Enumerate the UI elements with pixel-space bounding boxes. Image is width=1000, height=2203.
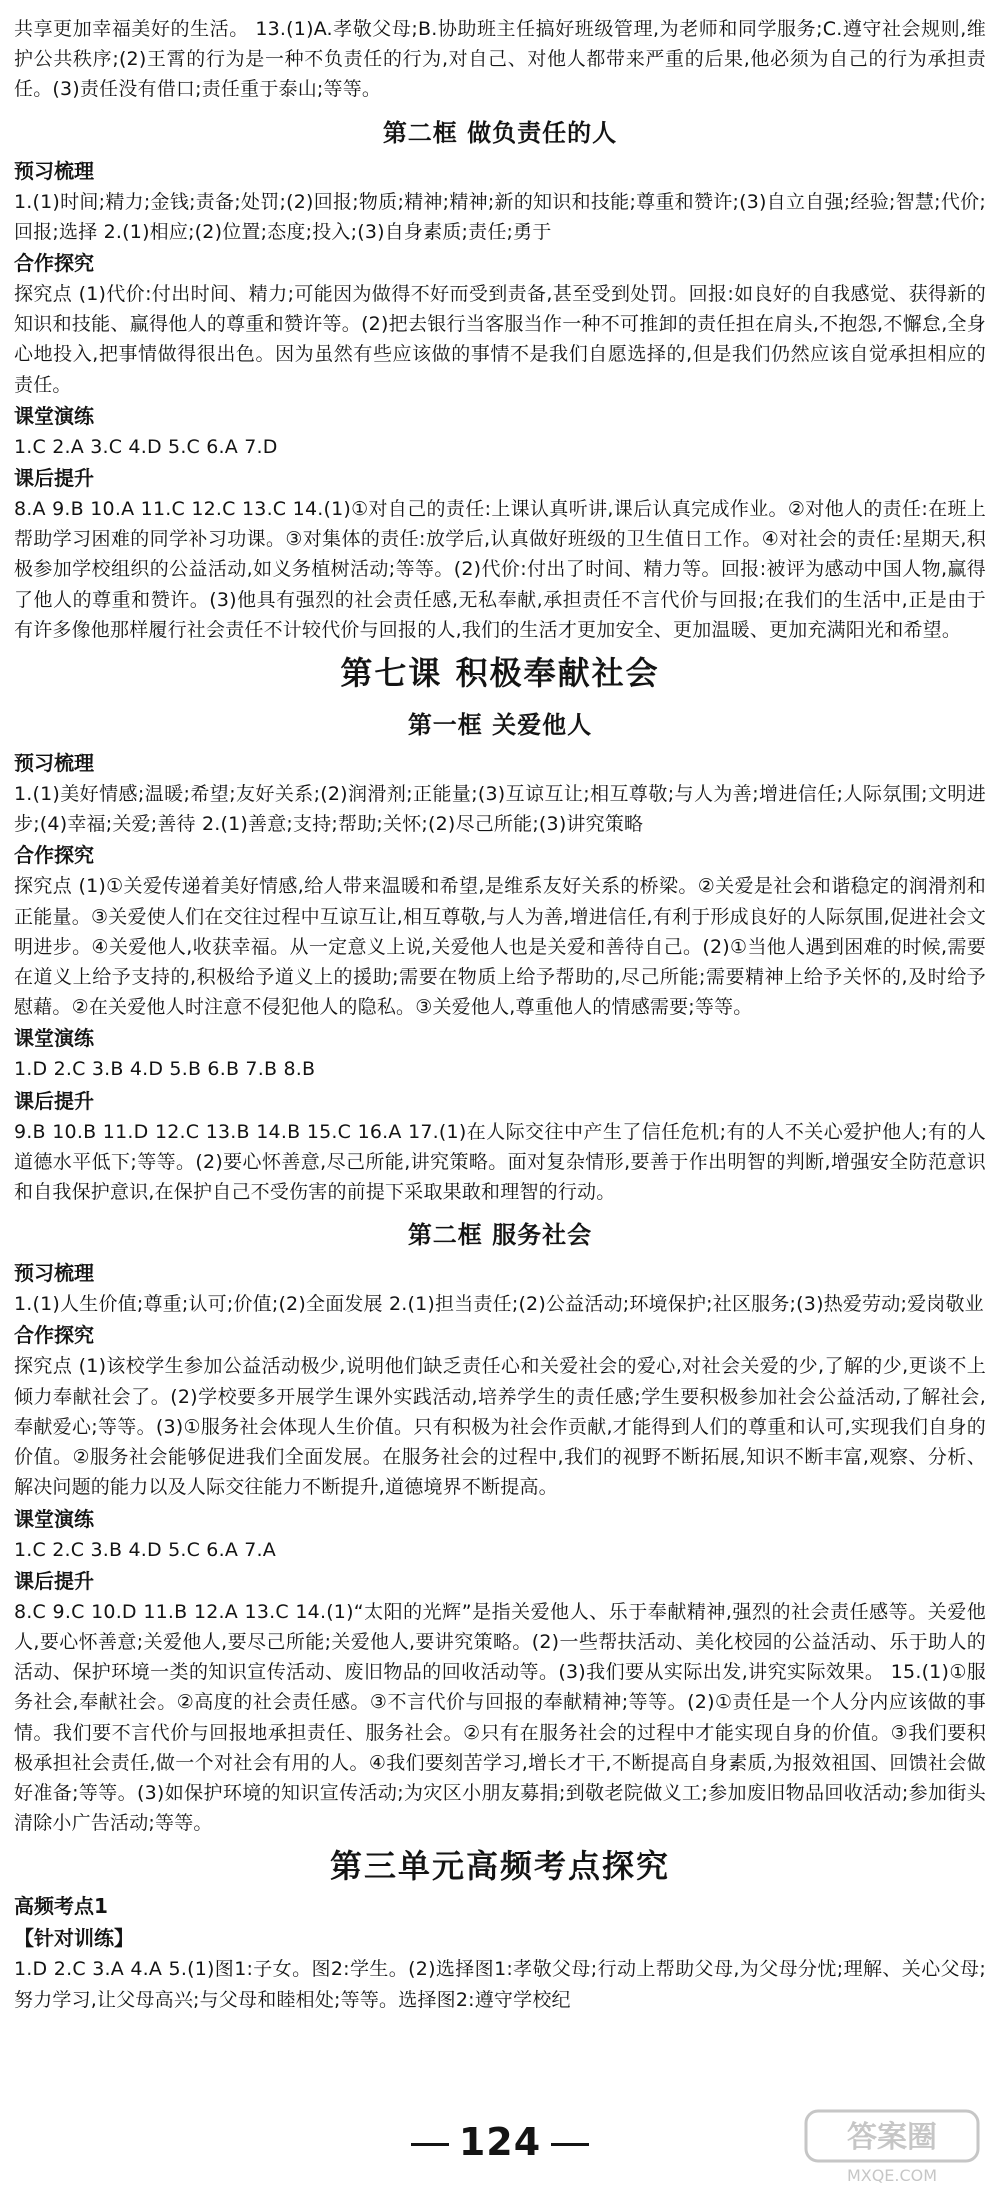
subsection-label: 高频考点1 <box>14 1894 108 1919</box>
answer-paragraph: 探究点 (1)代价:付出时间、精力;可能因为做得不好而受到责备,甚至受到处罚。回报:如良好的自我感觉、获得新的知识和技能、赢得他人的尊重和赞许等。(2)把去银行当客服当作一种不可推卸的责任担在肩头,不抱怨,不懈怠,全身心地投入,把事情做得很出色。因为虽然有些应该做的事情不是我们自愿选择的,但是我们仍然应该自觉承担相应的责任。 <box>14 283 986 396</box>
subsection-label: 课后提升 <box>14 1568 94 1593</box>
subsection-label: 预习梳理 <box>14 1261 94 1286</box>
dash-left <box>411 2143 449 2146</box>
answer-paragraph: 9.B 10.B 11.D 12.C 13.B 14.B 15.C 16.A 17.(1)在人际交往中产生了信任危机;有的人不关心爱护他人;有的人道德水平低下;等等。(2)要心怀善意,尽己所能,讲究策略。面对复杂情形,要善于作出明智的判断,增强安全防范意识和自我保护意识,在保护自己不受伤害的前提下采取果敢和理智的行动。 <box>14 1120 986 1204</box>
dash-right <box>551 2143 589 2146</box>
answer-paragraph: 8.C 9.C 10.D 11.B 12.A 13.C 14.(1)“太阳的光辉”是指关爱他人、乐于奉献精神,强烈的社会责任感等。关爱他人,要心怀善意;关爱他人,要尽己所能;关爱他人,要讲究策略。(2)一些帮扶活动、美化校园的公益活动、乐于助人的活动、保护环境一类的知识宣传活动、废旧物品的回收活动等。(3)我们要从实际出发,讲究实际效果。 15.(1)①服务社会,奉献社会。②高度的社会责任感。③不言代价与回报的奉献精神;等等。(2)①责任是一个人分内应该做的事情。我们要不言代价与回报地承担责任、服务社会。②只有在服务社会的过程中才能实现自身的价值。③我们要积极承担社会责任,做一个对社会有用的人。④我们要刻苦学习,增长才干,不断提高自身素质,为报效祖国、回馈社会做好准备;等等。(3)如保护环境的知识宣传活动;为灾区小朋友募捐;到敬老院做义工;参加废旧物品回收活动;参加街头清除小广告活动;等等。 <box>14 1600 986 1835</box>
subsection-label: 预习梳理 <box>14 751 94 776</box>
answer-paragraph: 探究点 (1)①关爱传递着美好情感,给人带来温暖和希望,是维系友好关系的桥梁。②关爱是社会和谐稳定的润滑剂和正能量。③关爱使人们在交往过程中互谅互让,相互尊敬,与人为善,增进信任,有利于形成良好的人际氛围,促进社会文明进步。④关爱他人,收获幸福。从一定意义上说,关爱他人也是关爱和善待自己。(2)①当他人遇到困难的时候,需要在道义上给予支持的,积极给予道义上的援助;需要在物质上给予帮助的,尽己所能;需要精神上给予关怀的,及时给予慰藉。②在关爱他人时注意不侵犯他人的隐私。③关爱他人,尊重他人的情感需要;等等。 <box>14 875 986 1019</box>
answer-paragraph: 探究点 (1)该校学生参加公益活动极少,说明他们缺乏责任心和关爱社会的爱心,对社会关爱的少,了解的少,更谈不上倾力奉献社会了。(2)学校要多开展学生课外实践活动,培养学生的责任感;学生要积极参加社会公益活动,了解社会,奉献爱心;等等。(3)①服务社会体现人生价值。只有积极为社会作贡献,才能得到人们的尊重和认可,实现我们自身的价值。②服务社会能够促进我们全面发展。在服务社会的过程中,我们的视野不断拓展,知识不断丰富,观察、分析、解决问题的能力以及人际交往能力不断提升,道德境界不断提高。 <box>14 1355 986 1499</box>
section-heading: 第一框 关爱他人 <box>407 711 593 740</box>
subsection-label: 课堂演练 <box>14 1026 94 1051</box>
answer-paragraph: 1.(1)美好情感;温暖;希望;友好关系;(2)润滑剂;正能量;(3)互谅互让;相互尊敬;与人为善;增进信任;人际氛围;文明进步;(4)幸福;关爱;善待 2.(1)善意;支持;帮助;关怀;(2)尽己所能;(3)讲究策略 <box>14 783 986 836</box>
answer-paragraph: 1.(1)时间;精力;金钱;责备;处罚;(2)回报;物质;精神;精神;新的知识和技能;尊重和赞许;(3)自立自强;经验;智慧;代价;回报;选择 2.(1)相应;(2)位置;态度;投入;(3)自身素质;责任;勇于 <box>14 190 986 243</box>
subsection-label: 合作探究 <box>14 843 94 868</box>
watermark-text: 答案圈 <box>847 2120 937 2155</box>
answer-paragraph: 1.D 2.C 3.A 4.A 5.(1)图1:子女。图2:学生。(2)选择图1:孝敬父母;行动上帮助父母,为父母分忧;理解、关心父母;努力学习,让父母高兴;与父母和睦相处;等等。选择图2:遵守学校纪 <box>14 1958 986 2011</box>
watermark-logo <box>802 2107 982 2187</box>
chapter-heading: 第三单元高频考点探究 <box>329 1847 670 1886</box>
answer-paragraph: 1.D 2.C 3.B 4.D 5.B 6.B 7.B 8.B <box>14 1058 316 1081</box>
section-heading: 第二框 做负责任的人 <box>382 118 618 147</box>
page-number-text: 124 <box>458 2120 542 2164</box>
answer-paragraph: 1.C 2.A 3.C 4.D 5.C 6.A 7.D <box>14 435 278 458</box>
section-heading: 第二框 服务社会 <box>407 1221 593 1250</box>
subsection-label: 【针对训练】 <box>14 1926 134 1951</box>
subsection-label: 合作探究 <box>14 251 94 276</box>
subsection-label: 合作探究 <box>14 1323 94 1348</box>
subsection-label: 预习梳理 <box>14 158 94 183</box>
answer-paragraph: 8.A 9.B 10.A 11.C 12.C 13.C 14.(1)①对自己的责任:上课认真听讲,课后认真完成作业。②对他人的责任:在班上帮助学习困难的同学补习功课。③对集体的责任:放学后,认真做好班级的卫生值日工作。④对社会的责任:星期天,积极参加学校组织的公益活动,如义务植树活动;等等。(2)代价:付出了时间、精力等。回报:被评为感动中国人物,赢得了他人的尊重和赞许。(3)他具有强烈的社会责任感,无私奉献,承担责任不言代价与回报;在我们的生活中,正是由于有许多像他那样履行社会责任不计较代价与回报的人,我们的生活才更加安全、更加温暖、更加充满阳光和希望。 <box>14 498 986 641</box>
subsection-label: 课后提升 <box>14 1088 94 1113</box>
answer-paragraph: 共享更加幸福美好的生活。 13.(1)A.孝敬父母;B.协助班主任搞好班级管理,为老师和同学服务;C.遵守社会规则,维护公共秩序;(2)王霄的行为是一种不负责任的行为,对自己、对他人都带来严重的后果,他必须为自己的行为承担责任。(3)责任没有借口;责任重于泰山;等等。 <box>14 18 986 101</box>
watermark-url: MXQE.COM <box>846 2166 938 2185</box>
text-column <box>14 14 986 2015</box>
answer-paragraph: 1.C 2.C 3.B 4.D 5.C 6.A 7.A <box>14 1538 276 1561</box>
subsection-label: 课堂演练 <box>14 403 94 428</box>
answer-paragraph: 1.(1)人生价值;尊重;认可;价值;(2)全面发展 2.(1)担当责任;(2)公益活动;环境保护;社区服务;(3)热爱劳动;爱岗敬业 <box>14 1293 984 1316</box>
chapter-heading: 第七课 积极奉献社会 <box>340 654 660 693</box>
subsection-label: 课堂演练 <box>14 1506 94 1531</box>
subsection-label: 课后提升 <box>14 466 94 491</box>
